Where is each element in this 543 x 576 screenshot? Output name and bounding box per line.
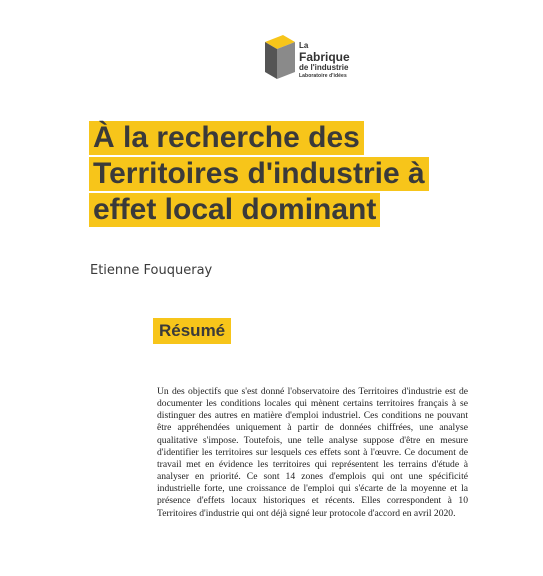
logo-line-fabrique: Fabrique [299,50,350,64]
summary-heading: Résumé [153,318,231,344]
title-line-3: effet local dominant [89,193,380,227]
cube-logo-icon [262,32,298,82]
abstract-paragraph: Un des objectifs que s'est donné l'observatoire des Territoires d'industrie est de documenter les conditions locales qui mènent certains territoires français à se distinguer des autres en matière d'emploi industriel. Ces conditions ne pouvant être appréhendées uniquement à partir de données chiffrées, une analyse qualitative s'impose. Toutefois, une telle analyse suppose d'être en mesure d'identifier les territoires sur lesquels ces effets sont à l'œuvre. Ce document de travail met en évidence les territoires qui représentent les terrains d'étude à analyser en priorité. Ce sont 14 zones d'emplois qui ont une spécificité industrielle forte, une croissance de l'emploi qui s'écarte de la moyenne et la présence d'effets locaux historiques et récents. Elles correspondent à 10 Territoires d'industrie qui ont déjà signé leur protocole d'accord en avril 2020. [157,386,468,519]
publisher-logo [262,32,382,82]
document-title [89,121,429,229]
logo-line-industrie: de l'industrie [299,63,349,72]
logo-line-la: La [299,41,309,50]
logo-tagline: Laboratoire d'idées [299,73,347,79]
title-line-1: À la recherche des [89,121,364,155]
title-line-2: Territoires d'industrie à [89,157,429,191]
logo-wordmark [299,42,350,79]
author-name: Etienne Fouqueray [90,263,213,278]
